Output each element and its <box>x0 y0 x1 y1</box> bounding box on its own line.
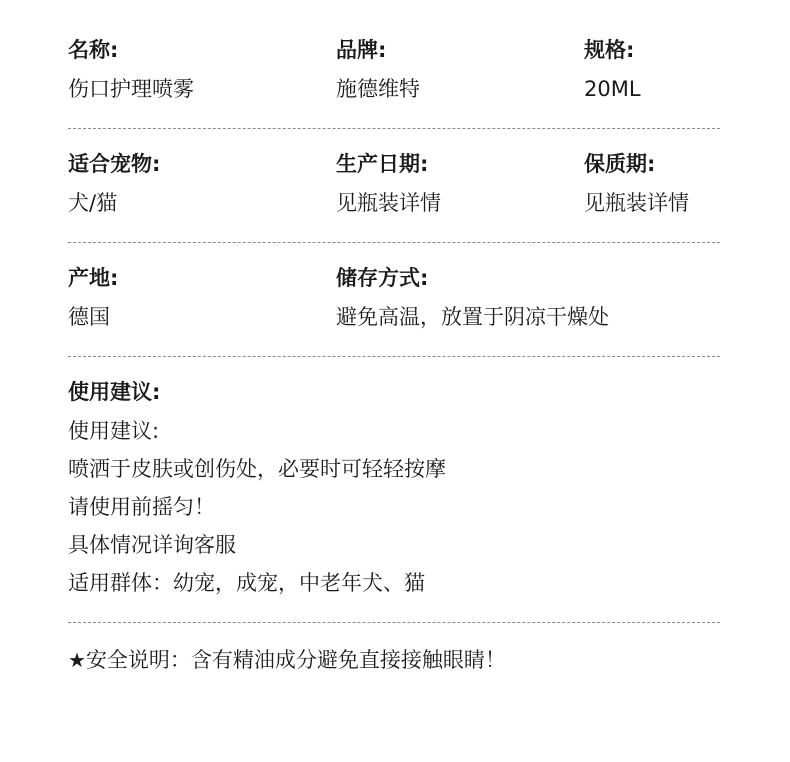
spec-size <box>584 37 641 102</box>
spec-shelf-life <box>584 151 689 216</box>
spec-brand <box>336 37 420 102</box>
spec-label: 生产日期: <box>336 152 429 176</box>
divider <box>68 356 720 357</box>
spec-label: 保质期: <box>584 152 656 176</box>
spec-name <box>68 37 194 102</box>
spec-label: 品牌: <box>336 38 387 62</box>
usage-label: 使用建议: <box>68 380 161 404</box>
spec-label: 名称: <box>68 38 119 62</box>
spec-origin <box>68 265 118 330</box>
spec-storage <box>336 265 609 330</box>
spec-label: 规格: <box>584 38 635 62</box>
spec-value: 犬/猫 <box>68 191 118 215</box>
spec-label: 适合宠物: <box>68 152 161 176</box>
spec-value: 见瓶装详情 <box>584 191 689 215</box>
spec-pet-type <box>68 151 160 216</box>
safety-text: 安全说明：含有精油成分避免直接接触眼睛！ <box>85 648 506 672</box>
usage-line: 适用群体：幼宠，成宠，中老年犬、猫 <box>68 571 425 595</box>
spec-value: 避免高温，放置于阴凉干燥处 <box>336 305 609 329</box>
usage-line: 请使用前摇匀！ <box>68 495 215 519</box>
spec-label: 产地: <box>68 266 119 290</box>
usage-section <box>68 379 720 608</box>
usage-line: 喷洒于皮肤或创伤处，必要时可轻轻按摩 <box>68 457 446 481</box>
spec-value: 见瓶装详情 <box>336 191 441 215</box>
divider <box>68 242 720 243</box>
spec-production-date <box>336 151 441 216</box>
spec-label: 储存方式: <box>336 266 429 290</box>
usage-line: 使用建议: <box>68 419 160 443</box>
divider <box>68 622 720 623</box>
spec-value: 20ML <box>584 77 641 101</box>
spec-value: 伤口护理喷雾 <box>68 77 194 101</box>
safety-note <box>68 647 720 673</box>
spec-value: 德国 <box>68 305 110 329</box>
divider <box>68 128 720 129</box>
usage-line: 具体情况详询客服 <box>68 533 236 557</box>
spec-value: 施德维特 <box>336 77 420 101</box>
star-icon: ★ <box>68 648 86 672</box>
